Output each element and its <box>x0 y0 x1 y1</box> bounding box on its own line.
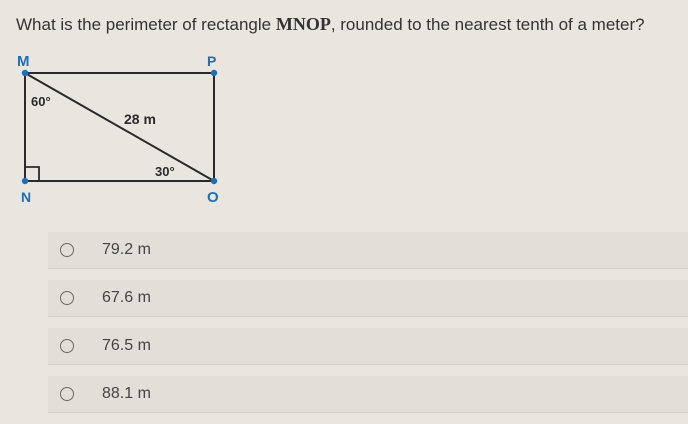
answer-option-3[interactable] <box>48 328 688 365</box>
answer-option-label: 67.6 m <box>102 289 151 306</box>
question-prefix: What is the perimeter of rectangle <box>16 15 276 34</box>
vertex-p-label: P <box>207 53 217 69</box>
vertex-n-label: N <box>21 189 32 205</box>
answer-option-label: 88.1 m <box>102 385 151 402</box>
radio-button[interactable] <box>60 291 74 305</box>
answer-options <box>48 232 688 424</box>
rectangle-name: MNOP <box>275 14 331 34</box>
radio-button[interactable] <box>60 339 74 353</box>
radio-button[interactable] <box>60 243 74 257</box>
answer-option-4[interactable] <box>48 376 688 413</box>
angle-o-label: 30° <box>155 164 175 179</box>
radio-button[interactable] <box>60 387 74 401</box>
question-suffix: , rounded to the nearest tenth of a meter? <box>330 15 645 34</box>
answer-option-1[interactable] <box>48 232 688 269</box>
vertex-n-dot <box>22 178 28 184</box>
vertex-o-label: O <box>207 189 219 206</box>
answer-option-label: 76.5 m <box>102 337 151 354</box>
diagonal-length-label: 28 m <box>124 111 156 127</box>
answer-option-2[interactable] <box>48 280 688 317</box>
vertex-p-dot <box>211 70 217 76</box>
answer-option-label: 79.2 m <box>102 241 151 258</box>
angle-m-label: 60° <box>31 94 51 109</box>
vertex-m-label: M <box>17 53 30 70</box>
vertex-o-dot <box>211 178 217 184</box>
vertex-m-dot <box>22 70 28 76</box>
diagonal-mo <box>25 73 214 181</box>
